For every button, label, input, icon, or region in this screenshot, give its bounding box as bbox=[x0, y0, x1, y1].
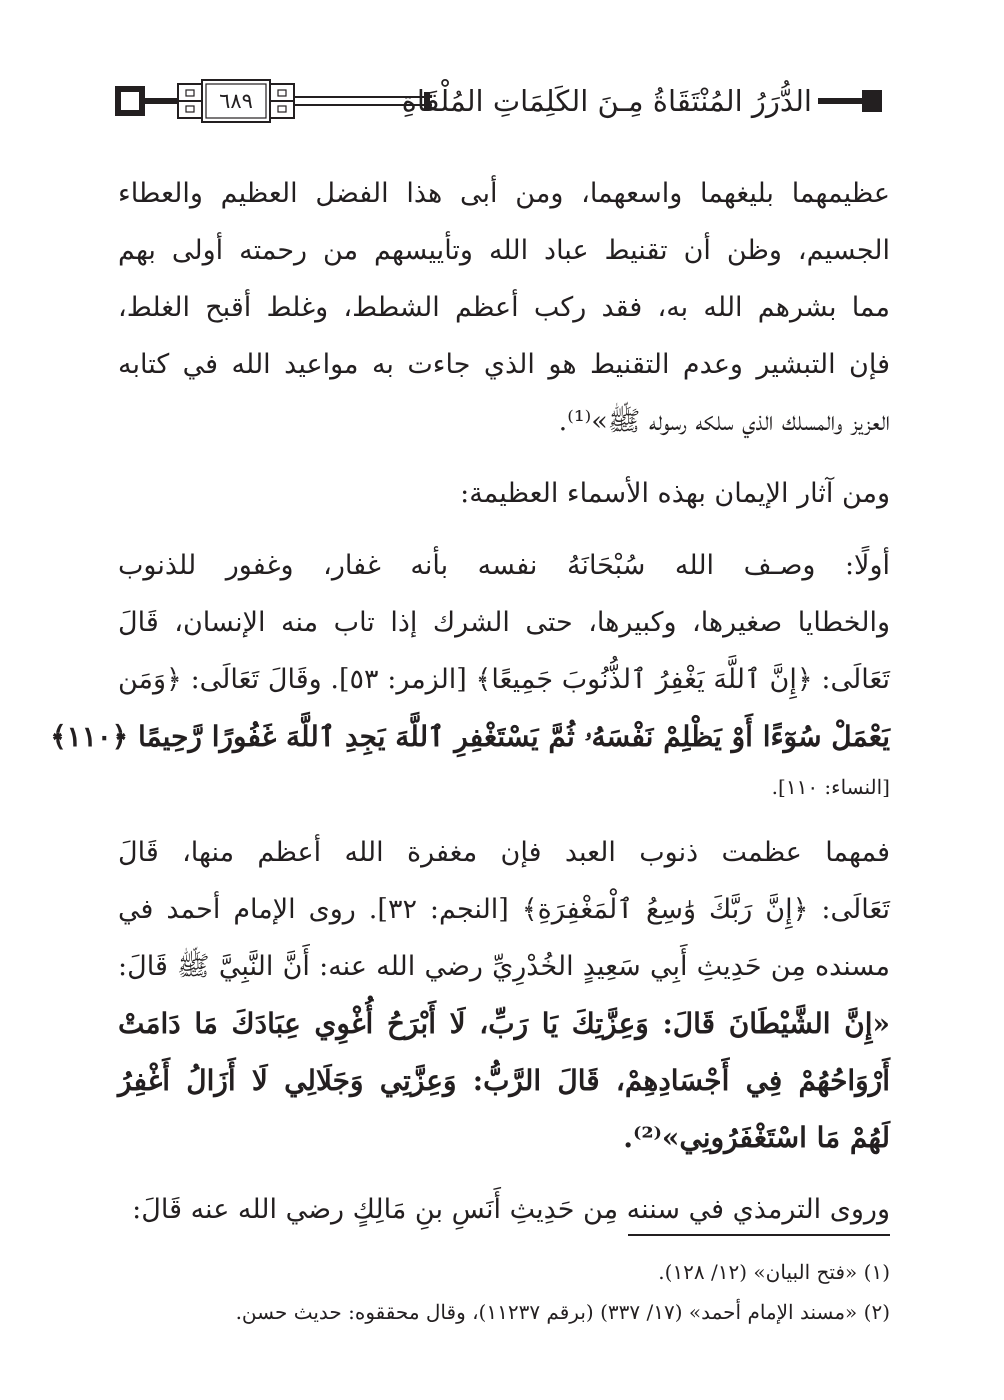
text-line: مسنده مِن حَدِيثِ أَبِي سَعِيدٍ الخُدْرِيِّ رضي الله عنه: أَنَّ النَّبِيَّ ﷺ قَالَ: bbox=[118, 951, 890, 982]
hadith-line: لَهُمْ مَا اسْتَغْفَرُونِي»⁽²⁾. bbox=[623, 1121, 890, 1154]
quran-verse-line: تَعَالَى: ﴿إِنَّ رَبَّكَ وَٰسِعُ ٱلْمَغْفِرَةِ﴾ [النجم: ٣٢]. روى الإمام أحمد في bbox=[118, 894, 891, 925]
footnote: (٢) «مسند الإمام أحمد» (١٧/ ٣٣٧) (برقم ١١٢٣٧)، وقال محققوه: حديث حسن. bbox=[235, 1300, 890, 1324]
text-line: فمهما عظمت ذنوب العبد فإن مغفرة الله أعظم منها، قَالَ bbox=[118, 837, 890, 868]
quran-verse-line: تَعَالَى: ﴿إِنَّ ٱللَّهَ يَغْفِرُ ٱلذُّنُوبَ جَمِيعًا﴾ [الزمر: ٥٣]. وقَالَ تَعَالَى: ﴿وَمَن bbox=[118, 664, 890, 695]
page-header bbox=[0, 0, 1004, 150]
footnote: (١) «فتح البيان» (١٢/ ١٢٨). bbox=[658, 1260, 890, 1284]
footnotes bbox=[118, 1252, 890, 1332]
body-text bbox=[50, 165, 891, 1238]
quran-verse-line: يَعْمَلْ سُوٓءًا أَوْ يَظْلِمْ نَفْسَهُۥ ثُمَّ يَسْتَغْفِرِ ٱللَّهَ يَجِدِ ٱللَّهَ غَفُورًا رَّحِيمًا ﴿١١٠﴾ bbox=[50, 720, 890, 753]
text-line: الجسيم، وظن أن تقنيط عباد الله وتأييسهم من رحمته أولى بهم bbox=[118, 235, 890, 266]
text-line: العزيز والمسلك الذي سلكه رسوله ﷺ»⁽¹⁾. bbox=[558, 406, 890, 437]
header-ornament bbox=[0, 0, 1004, 150]
text-line: عظيمهما بليغهما واسعهما، ومن أبى هذا الفضل العظيم والعطاء bbox=[118, 178, 890, 209]
text-line: مما بشرهم الله به، فقد ركب أعظم الشطط، وغلط أقبح الغلط، bbox=[118, 292, 890, 323]
text-line: وروى الترمذي في سننه مِن حَدِيثِ أَنَسِ بنِ مَالِكٍ رضي الله عنه قَالَ: bbox=[132, 1194, 890, 1225]
hadith-line: «إِنَّ الشَّيْطَانَ قَالَ: وَعِزَّتِكَ يَا رَبِّ، لَا أَبْرَحُ أُغْوِي عِبَادَكَ مَا دَامَتْ bbox=[118, 1007, 890, 1040]
text-line: أولًا: وصـف الله سُبْحَانَهُ نفسه بأنه غفار، وغفور للذنوب bbox=[118, 550, 890, 581]
footnote-separator bbox=[628, 1234, 890, 1236]
verse-reference: [النساء: ١١٠]. bbox=[771, 775, 890, 799]
page-number: ٦٨٩ bbox=[219, 89, 253, 113]
running-title: الدُّرَرُ المُنْتَقَاةُ مِـنَ الكَلِمَاتِ المُلْقَاةِ bbox=[401, 84, 812, 118]
hadith-line: أَرْوَاحُهُمْ فِي أَجْسَادِهِمْ، قَالَ الرَّبُّ: وَعِزَّتِي وَجَلَالِي لَا أَزَالُ أَغْفِرُ bbox=[118, 1064, 890, 1097]
text-line: والخطايا صغيرها، وكبيرها، حتى الشرك إذا تاب منه الإنسان، قَالَ bbox=[118, 607, 890, 638]
text-line: فإن التبشير وعدم التقنيط هو الذي جاءت به مواعيد الله في كتابه bbox=[118, 349, 890, 380]
section-intro: ومن آثار الإيمان بهذه الأسماء العظيمة: bbox=[460, 478, 890, 509]
